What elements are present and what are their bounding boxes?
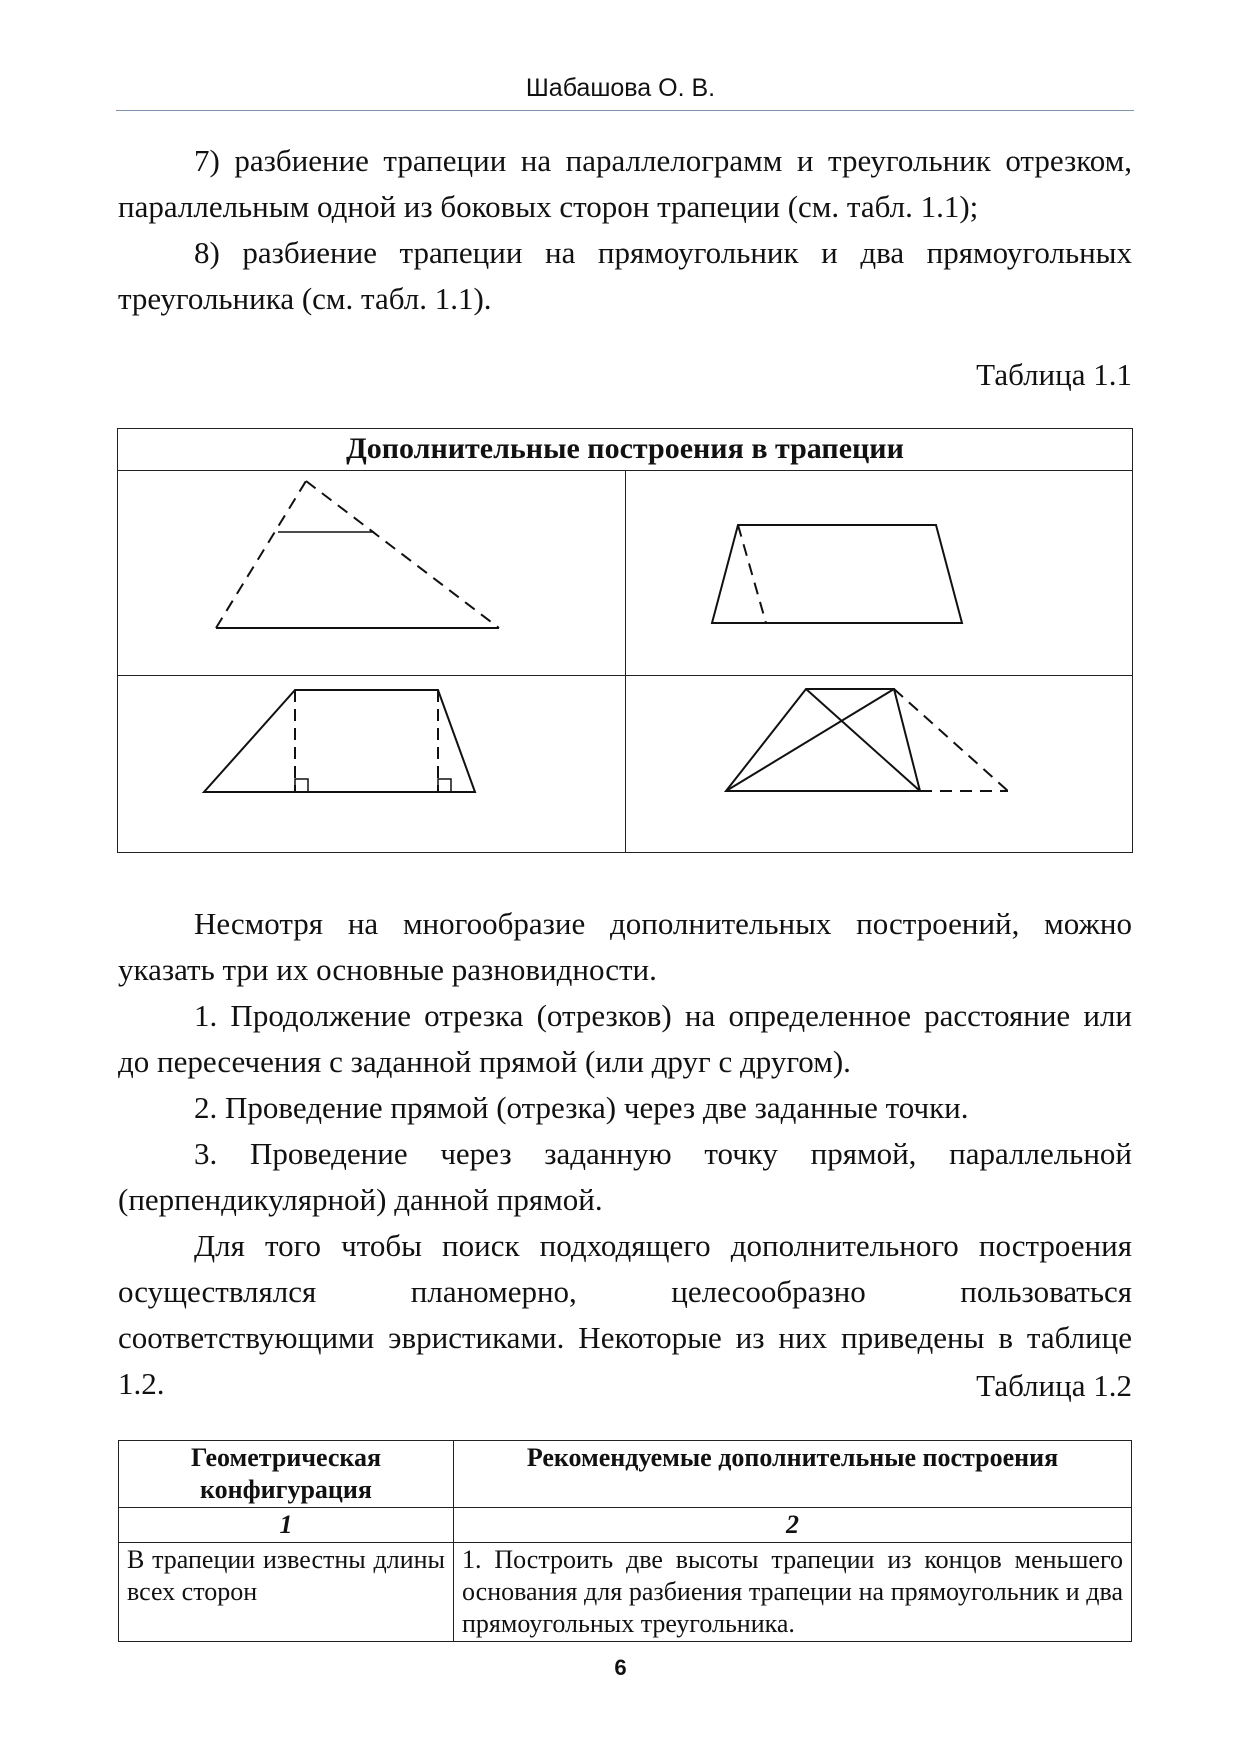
figure-parallelogram-split xyxy=(626,471,1133,675)
table-row xyxy=(119,1543,1132,1642)
column-header-configuration: Геометрическая конфигурация xyxy=(119,1441,454,1508)
table-1-1-caption: Таблица 1.1 xyxy=(976,357,1132,392)
body-intro: Несмотря на многообразие дополнительных построений, можно указать три их основные разновидности. xyxy=(118,906,1132,987)
column-header-constructions: Рекомендуемые дополнительные построения xyxy=(454,1441,1132,1508)
type-item-2: 2. Проведение прямой (отрезка) через две заданные точки. xyxy=(194,1090,969,1125)
column-number: 1 xyxy=(119,1508,454,1543)
page-number: 6 xyxy=(614,1655,627,1680)
table-1-2 xyxy=(118,1440,1132,1642)
figure-extension-to-triangle xyxy=(118,471,625,675)
type-item-1: 1. Продолжение отрезка (отрезков) на определенное расстояние или до пересечения с заданной прямой (или друг с другом). xyxy=(118,998,1132,1079)
list-item-8: 8) разбиение трапеции на прямоугольник и два прямоугольных треугольника (см. табл. 1.1). xyxy=(118,235,1132,316)
figure-diagonal-translation xyxy=(626,676,1133,852)
table-1-1-title: Дополнительные построения в трапеции xyxy=(118,429,1132,471)
table-column-number-row xyxy=(119,1508,1132,1543)
column-number: 2 xyxy=(454,1508,1132,1543)
table-1-1 xyxy=(117,428,1133,853)
figure-two-heights xyxy=(118,676,625,852)
type-item-3: 3. Проведение через заданную точку прямой, параллельной (перпендикулярной) данной прямой. xyxy=(118,1136,1132,1217)
table-cell-configuration: В трапеции известны длины всех сторон xyxy=(119,1543,454,1642)
header-rule xyxy=(116,110,1134,111)
heuristics-paragraph: Для того чтобы поиск подходящего дополнительного построения осуществлялся планомерно, целесообразно пользоваться соответствующими эвристиками. Некоторые из них приведены в таблице 1.2. xyxy=(118,1228,1132,1401)
table-1-2-caption: Таблица 1.2 xyxy=(976,1368,1132,1403)
table-header-row xyxy=(119,1441,1132,1508)
table-cell-construction: 1. Построить две высоты трапеции из концов меньшего основания для разбиения трапеции на прямоугольник и два прямоугольных треугольника. xyxy=(454,1543,1132,1642)
running-header: Шабашова О. В. xyxy=(525,74,716,102)
list-item-7: 7) разбиение трапеции на параллелограмм и треугольник отрезком, параллельным одной из боковых сторон трапеции (см. табл. 1.1); xyxy=(118,143,1132,224)
